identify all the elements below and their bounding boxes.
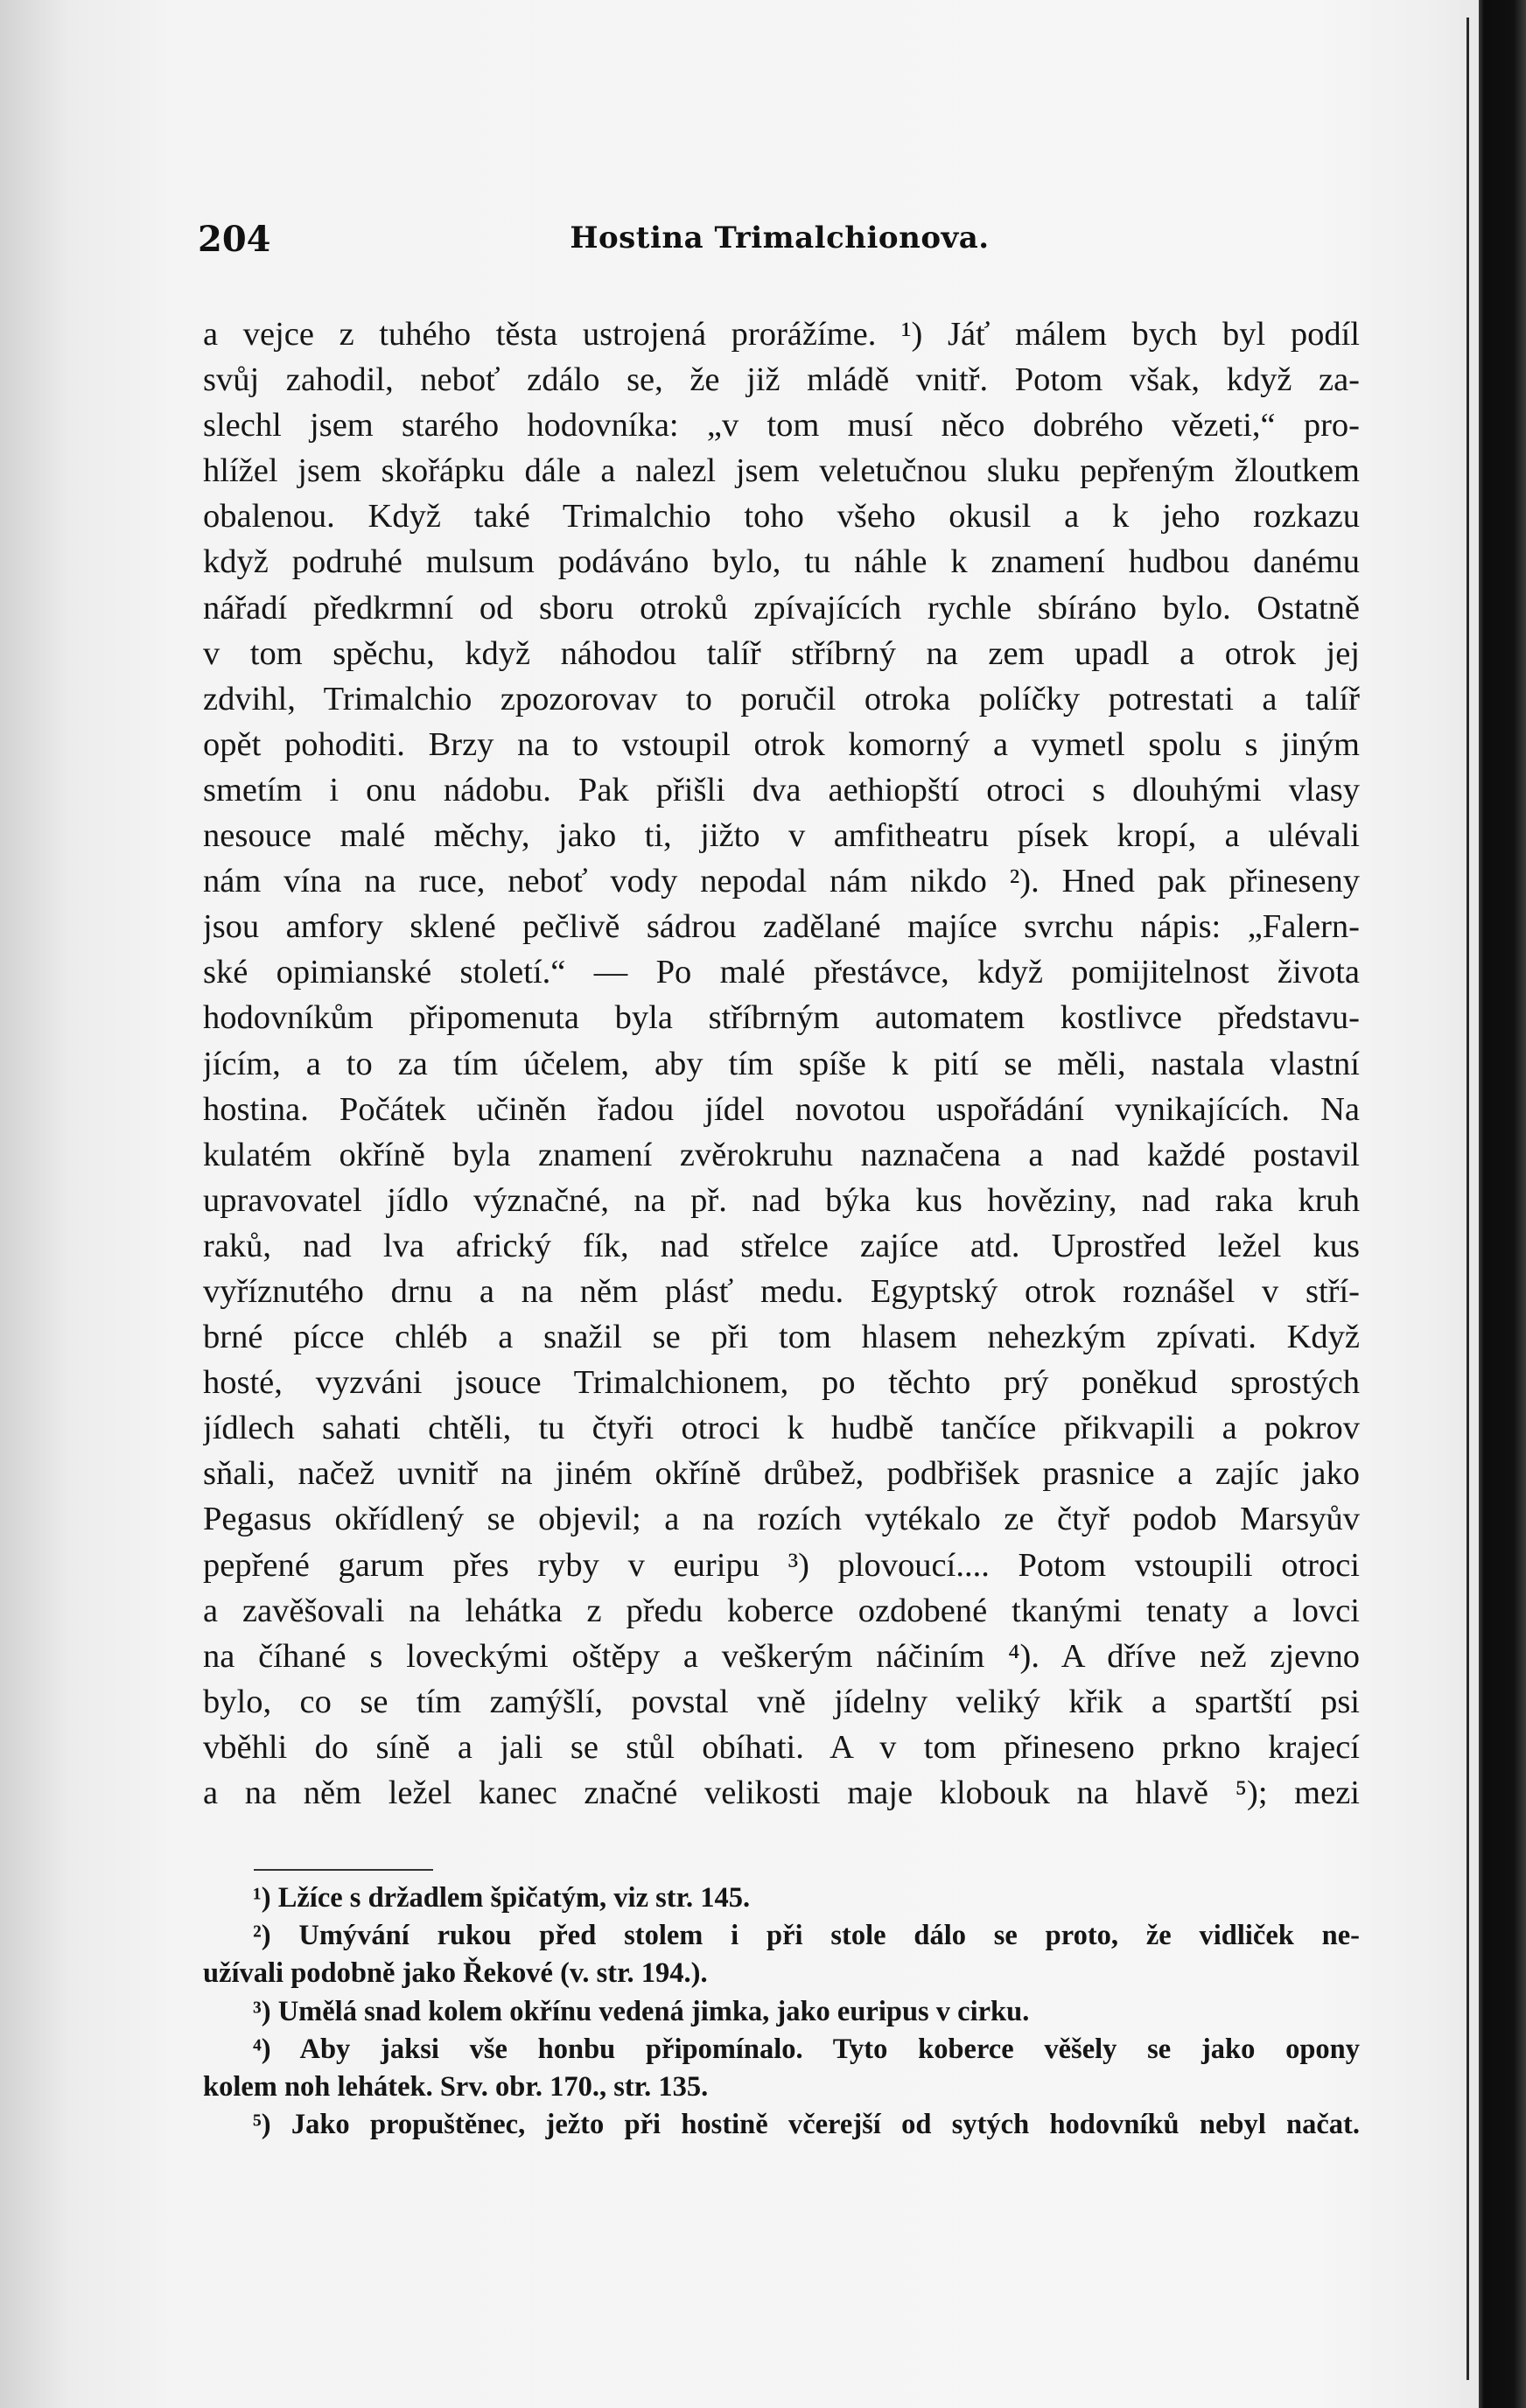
text-line: pepřené garum přes ryby v euripu ³) plovoucí.... Potom vstoupili otroci xyxy=(203,1546,1360,1584)
footnotes xyxy=(203,1880,1360,2144)
text-line: bylo, co se tím zamýšlí, povstal vně jídelny veliký křik a spartští psi xyxy=(203,1683,1360,1720)
footnote: ³) Umělá snad kolem okřínu vedená jimka, jako euripus v cirku. xyxy=(253,1995,1030,2027)
text-line: nesouce malé měchy, jako ti, jižto v amfitheatru písek kropí, a ulévali xyxy=(203,817,1360,855)
footnote-continuation: užívali podobně jako Řekové (v. str. 194.). xyxy=(203,1957,708,1990)
page-edge-shadow xyxy=(1479,0,1526,2408)
text-line: smetím i onu nádobu. Pak přišli dva aethiopští otroci s dlouhými vlasy xyxy=(203,771,1360,808)
page-header xyxy=(198,219,1362,271)
body-text xyxy=(203,312,1360,1816)
text-line: nářadí předkrmní od sboru otroků zpívajících rychle sbíráno bylo. Ostatně xyxy=(203,589,1360,626)
text-line: a na něm ležel kanec značné velikosti maje klobouk na hlavě ⁵); mezi xyxy=(203,1774,1360,1811)
text-line: opět pohoditi. Brzy na to vstoupil otrok komorný a vymetl spolu s jiným xyxy=(203,725,1360,763)
running-title: Hostina Trimalchionova. xyxy=(570,220,990,256)
text-line: zdvihl, Trimalchio zpozorovav to poručil otroka políčky potrestati a talíř xyxy=(203,680,1360,718)
page-number: 204 xyxy=(198,219,271,260)
text-line: v tom spěchu, když náhodou talíř stříbrný na zem upadl a otrok jej xyxy=(203,634,1360,672)
footnote-separator xyxy=(254,1869,433,1871)
text-line: slechl jsem starého hodovníka: „v tom musí něco dobrého vězeti,“ pro- xyxy=(203,407,1360,444)
text-line: upravovatel jídlo význačné, na př. nad býka kus hověziny, nad raka kruh xyxy=(203,1181,1360,1219)
text-line: hostina. Počátek učiněn řadou jídel novotou uspořádání vynikajících. Na xyxy=(203,1090,1360,1128)
text-line: když podruhé mulsum podáváno bylo, tu náhle k znamení hudbou danému xyxy=(203,543,1360,581)
text-line: hlížel jsem skořápku dále a nalezl jsem veletučnou sluku pepřeným žloutkem xyxy=(203,452,1360,490)
text-line: a zavěšovali na lehátka z předu koberce ozdobené tkanými tenaty a lovci xyxy=(203,1592,1360,1629)
footnote: ⁴) Aby jaksi vše honbu připomínalo. Tyto koberce věšely se jako opony xyxy=(253,2033,1360,2065)
text-line: hosté, vyzváni jsouce Trimalchionem, po těchto prý poněkud sprostých xyxy=(203,1364,1360,1402)
text-line: jídlech sahati chtěli, tu čtyři otroci k hudbě tančíce přikvapili a pokrov xyxy=(203,1410,1360,1447)
text-line: jícím, a to za tím účelem, aby tím spíše k pití se měli, nastala vlastní xyxy=(203,1045,1360,1082)
text-line: jsou amfory sklené pečlivě sádrou zadělané majíce svrchu nápis: „Falern- xyxy=(203,908,1360,946)
footnote: ⁵) Jako propuštěnec, ježto při hostině včerejší od sytých hodovníků nebyl načat. xyxy=(253,2109,1360,2141)
text-line: vyříznutého drnu a na něm plásť medu. Egyptský otrok roznášel v stří- xyxy=(203,1272,1360,1310)
text-line: brné pícce chléb a snažil se při tom hlasem nehezkým zpívati. Když xyxy=(203,1319,1360,1356)
text-line: kulatém okříně byla znamení zvěrokruhu naznačena a nad každé postavil xyxy=(203,1136,1360,1173)
footnote: ²) Umývání rukou před stolem i při stole dálo se proto, že vidliček ne- xyxy=(253,1920,1360,1952)
text-line: svůj zahodil, neboť zdálo se, že již mládě vnitř. Potom však, když za- xyxy=(203,361,1360,399)
text-line: vběhli do síně a jali se stůl obíhati. A v tom přineseno prkno krajecí xyxy=(203,1728,1360,1766)
text-line: a vejce z tuhého těsta ustrojená prorážíme. ¹) Jáť málem bych byl podíl xyxy=(203,316,1360,353)
text-line: ské opimianské století.“ — Po malé přestávce, když pomijitelnost života xyxy=(203,954,1360,991)
text-line: na číhané s loveckými oštěpy a veškerým náčiním ⁴). A dříve než zjevno xyxy=(203,1637,1360,1675)
text-line: sňali, načež uvnitř na jiném okříně drůbež, podbřišek prasnice a zajíc jako xyxy=(203,1455,1360,1493)
text-line: hodovníkům připomenuta byla stříbrným automatem kostlivce představu- xyxy=(203,999,1360,1037)
text-line: nám vína na ruce, neboť vody nepodal nám nikdo ²). Hned pak přineseny xyxy=(203,863,1360,900)
text-line: obalenou. Když také Trimalchio toho všeho okusil a k jeho rozkazu xyxy=(203,498,1360,536)
page-gutter-line xyxy=(1466,18,1469,2380)
footnote-continuation: kolem noh lehátek. Srv. obr. 170., str. 135. xyxy=(203,2070,709,2103)
text-line: raků, nad lva africký fík, nad střelce zajíce atd. Uprostřed ležel kus xyxy=(203,1227,1360,1264)
text-line: Pegasus okřídlený se objevil; a na rozích vytékalo ze čtyř podob Marsyův xyxy=(203,1501,1360,1538)
footnote: ¹) Lžíce s držadlem špičatým, viz str. 145. xyxy=(253,1882,751,1914)
